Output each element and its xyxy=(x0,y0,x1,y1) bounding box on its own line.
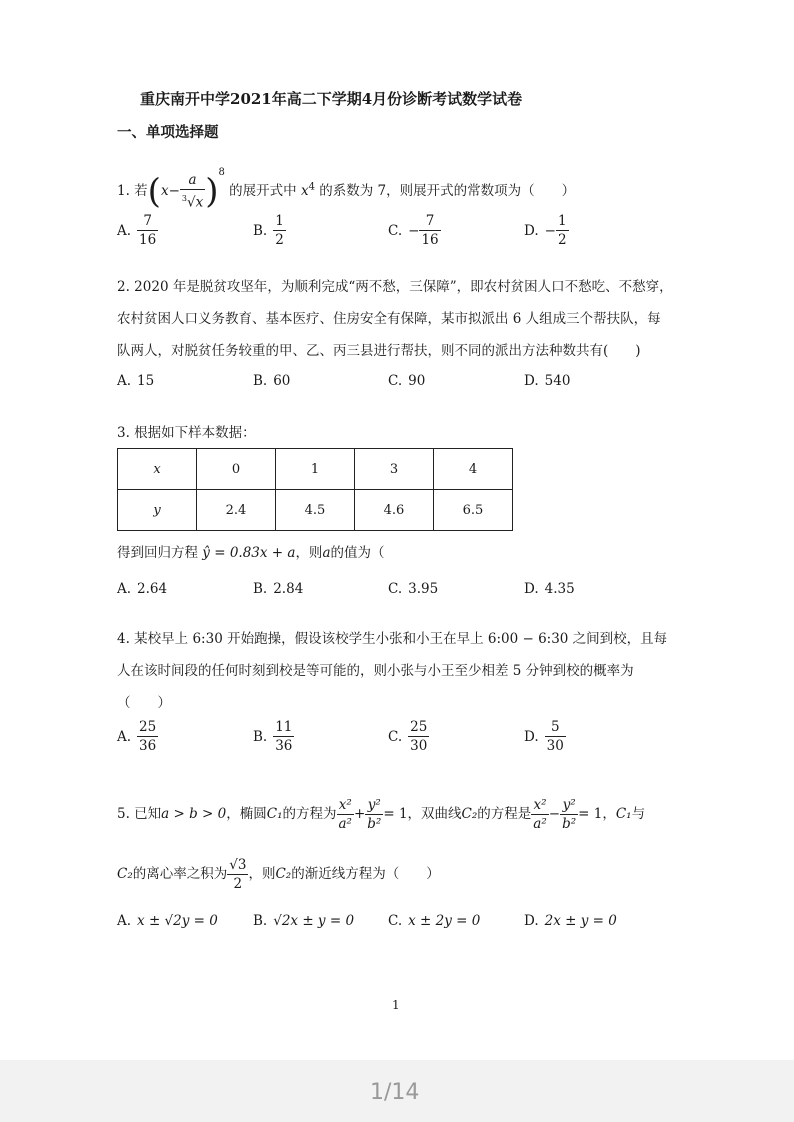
q3-line-1: 3. 根据如下样本数据： xyxy=(117,425,256,441)
right-paren: ) xyxy=(205,171,219,212)
q1-mid-text: 的展开式中 xyxy=(229,183,297,199)
q1-x-exponent: 4 xyxy=(308,181,315,193)
regression-equation: ŷ = 0.83x + a xyxy=(202,545,296,561)
q5-option-b: B. √2x ± y = 0 xyxy=(253,912,355,929)
q5-option-a: A. x ± √2y = 0 xyxy=(117,912,218,929)
table-cell: 6.5 xyxy=(434,490,513,531)
table-cell: 4 xyxy=(434,449,513,490)
q5-line-2: C₂的离心率之积为 $\frac{√3}{2}$ ，则C₂的渐近线方程为（ ） xyxy=(117,857,440,892)
table-cell: 4.6 xyxy=(355,490,434,531)
q3-equation-line: 得到回归方程 ŷ = 0.83x + a，则a的值为（ xyxy=(117,545,385,561)
q4-option-a: A. $\frac{25}{36}$ xyxy=(117,719,157,754)
page-title: 重庆南开中学2021年高二下学期4月份诊断考试数学试卷 xyxy=(140,90,523,108)
q2-line-3: 队两人，对脱贫任务较重的甲、乙、丙三县进行帮扶，则不同的派出方法种数共有( ) xyxy=(117,343,641,359)
q4-option-d: D. $\frac{5}{30}$ xyxy=(524,719,564,754)
q1-x: x xyxy=(300,183,309,199)
q5-line-1: 5. 已知a > b > 0，椭圆C₁的方程为 $\frac{\text{x²}}{\text{a²}}$ + $\frac{\text{y²}}{\text{b²}}$ = 1，双曲线C₂的方程是 $\frac{\text{x²}}{\text{a²}}$ − $\frac{\text{y²}}{\text{b²}}$ = 1，C₁与 xyxy=(117,797,646,832)
q1-fraction: $\frac{a}{^3√x}$ xyxy=(181,172,204,211)
q4-line-2: 人在该时间段的任何时刻到校是等可能的，则小张与小王至少相差 5 分钟到校的概率为 xyxy=(117,663,634,679)
table-cell: 2.4 xyxy=(197,490,276,531)
table-cell: 3 xyxy=(355,449,434,490)
page-number: 1 xyxy=(392,998,400,1012)
q3-option-a: A. 2.64 xyxy=(117,580,168,597)
table-cell: y xyxy=(118,490,197,531)
table-cell: 1 xyxy=(276,449,355,490)
q1-tail-text: 的系数为 7，则展开式的常数项为（ ） xyxy=(319,183,576,199)
q1-option-d: D. − $\frac{1}{2}$ xyxy=(524,213,567,248)
q1-option-a: A. $\frac{7}{16}$ xyxy=(117,213,157,248)
q4-line-3: （ ） xyxy=(117,695,171,711)
sample-data-table xyxy=(117,448,513,531)
q2-option-d: D. 540 xyxy=(524,372,571,389)
viewer-page-indicator: 1/14 xyxy=(370,1080,420,1105)
q3-option-c: C. 3.95 xyxy=(388,580,439,597)
q5-option-c: C. x ± 2y = 0 xyxy=(388,912,481,929)
q2-option-a: A. 15 xyxy=(117,372,155,389)
table-cell: 0 xyxy=(197,449,276,490)
q1-option-b: B. $\frac{1}{2}$ xyxy=(253,213,284,248)
table-row-x xyxy=(118,449,513,490)
table-cell: x xyxy=(118,449,197,490)
question-1-stem xyxy=(117,164,575,212)
q2-option-b: B. 60 xyxy=(253,372,291,389)
q1-exponent: 8 xyxy=(218,167,225,178)
q1-number: 1. 若 xyxy=(117,183,148,199)
minus-sign: − xyxy=(168,183,180,199)
table-row-y xyxy=(118,490,513,531)
q4-option-b: B. $\frac{11}{36}$ xyxy=(253,719,293,754)
q2-line-2: 农村贫困人口义务教育、基本医疗、住房安全有保障，某市拟派出 6 人组成三个帮扶队，每 xyxy=(117,311,661,327)
left-paren: ( xyxy=(147,171,161,212)
q2-line-1: 2. 2020 年是脱贫攻坚年，为顺利完成“两不愁，三保障”，即农村贫困人口不愁吃、不愁穿， xyxy=(117,279,673,295)
section-heading: 一、单项选择题 xyxy=(117,124,219,141)
q3-option-d: D. 4.35 xyxy=(524,580,575,597)
q4-option-c: C. $\frac{25}{30}$ xyxy=(388,719,428,754)
q2-option-c: C. 90 xyxy=(388,372,426,389)
table-cell: 4.5 xyxy=(276,490,355,531)
q1-option-c: C. − $\frac{7}{16}$ xyxy=(388,213,439,248)
q5-option-d: D. 2x ± y = 0 xyxy=(524,912,617,929)
q1-var-x: x xyxy=(160,183,169,199)
q4-line-1: 4. 某校早上 6:30 开始跑操，假设该校学生小张和小王在早上 6:00 − 6:30 之间到校，且每 xyxy=(117,631,668,647)
q3-option-b: B. 2.84 xyxy=(253,580,304,597)
